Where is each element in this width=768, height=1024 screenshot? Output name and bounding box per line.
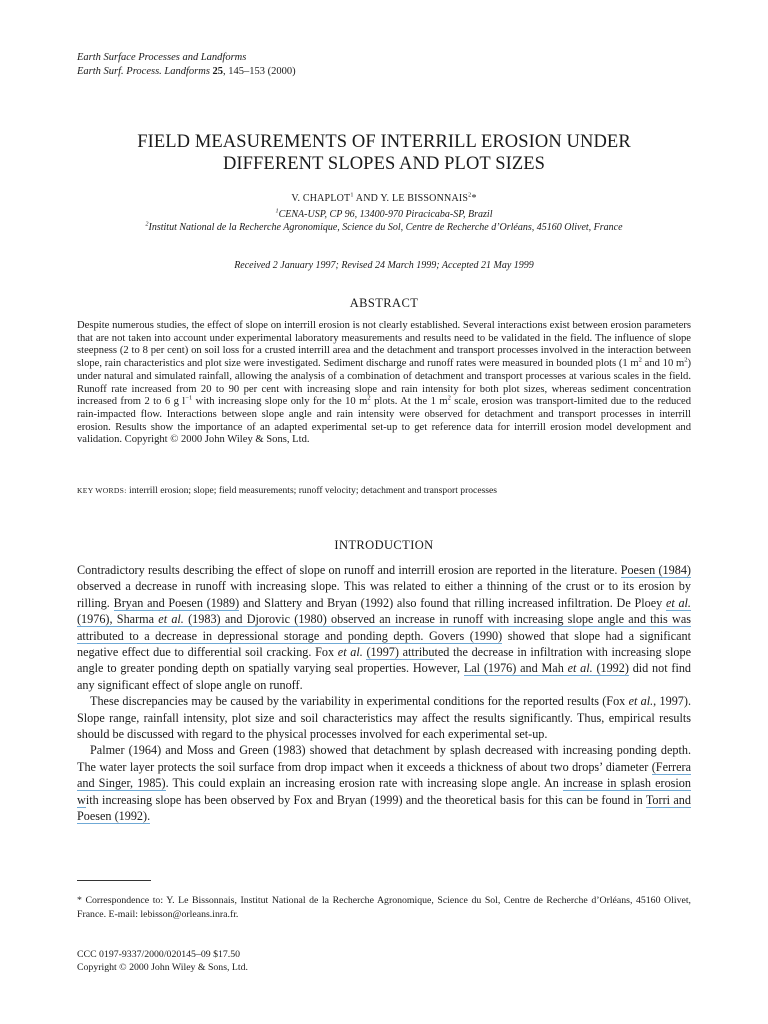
intro-paragraph-3 [77,742,691,824]
citation-volume: 25 [212,66,224,77]
abstract-part: ) under natural and simulated rainfall, allowing the analysis of a combination of detachment and transport processes at various scales in the field. Runoff rate increased from 20 to 90 per cent with increasing slope and rain intensity for both plot sizes, whereas sediment concentration increased from 2 to 6 g l [77,358,692,408]
abstract-superscript: 2 [684,356,688,364]
title-line-2: DIFFERENT SLOPES AND PLOT SIZES [222,154,546,174]
affiliation-1-text: CENA-USP, CP 96, 13400-970 Piracicaba-SP, Brazil [278,209,493,220]
footnote-rule [77,880,151,881]
author-connector: AND [353,193,381,204]
author-2: Y. LE BISSONNAIS [380,193,469,204]
text-run: observed a decrease in runoff with increasing slope. This was related to either a thinning of the crust or to its erosion by rilling. [77,579,691,610]
citation-prefix: Earth Surf. Process. Landforms [77,66,210,77]
abstract-part: scale, erosion was transport-limited due to the reduced rain-impacted flow. Interactions between slope angle and rain intensity were observed for detachment and transport processes in interrill erosion. Results show the importance of an adapted experimental set-up to get reference data for interrill erosion model development and validation. Copyright © 2000 John Wiley & Sons, Ltd. [77,396,692,446]
citation-link[interactable]: Torri and Poesen (1992). [77,792,691,824]
abstract-superscript: 2 [447,394,451,402]
keywords [77,485,691,496]
abstract-superscript: 2 [367,394,371,402]
text-run: ith increasing slope has been observed by Fox and Bryan (1999) and the theoretical basis for this can be found in [85,792,646,807]
abstract-superscript: −1 [185,394,193,402]
text-run: (1983) and Djorovic (1980) observed an increase in runoff with increasing slope angle and this was attributed to a decrease in depressional storage and ponding depth. [77,612,691,643]
text-run: showed that slope had a significant negative effect due to differential soil cracking. Fox [77,628,691,660]
citation-link[interactable]: Govers (1990) [428,628,503,643]
text-run: et al. [567,661,593,676]
text-run: ted the decrease in infiltration with increasing slope angle to greater ponding depth on spatially varying seal properties. However, [77,645,691,676]
text-run: (1976), Sharma [77,612,159,627]
affiliation-2-text: Institut National de la Recherche Agronomique, Science du Sol, Centre de Recherche d’Orléans, 45160 Olivet, France [148,222,623,233]
abstract-part: plots. At the 1 m [370,396,448,408]
text-run: (1992) [592,661,629,676]
affiliation-2-mark: 2 [145,220,149,228]
text-run: Palmer (1964) and Moss and Green (1983) showed that detachment by splash decreased with increasing ponding depth. The water layer protects the soil surface from drop impact when it exceeds a thickness of about two drops’ diameter [77,743,691,774]
text-run: . This could explain an increasing erosion rate with increasing slope angle. An [165,776,563,791]
author-1-affil-mark: 1 [350,191,354,199]
citation-link[interactable]: (1997) attribu [366,645,435,660]
text-run: et al. [665,595,691,610]
abstract-part: with increasing slope only for the 10 m [192,396,368,408]
journal-name: Earth Surface Processes and Landforms [77,52,247,63]
journal-header [77,51,296,79]
journal-citation [77,65,296,79]
citation-link[interactable]: Poesen (1984) [620,563,691,577]
keywords-text: interrill erosion; slope; field measurements; runoff velocity; detachment and transport processes [126,485,498,496]
abstract-heading: ABSTRACT [349,296,419,310]
author-2-affil-mark: 2 [468,191,472,199]
text-run: et al. [628,694,654,709]
ccc-code: CCC 0197-9337/2000/020145–09 $17.50 [77,949,241,960]
correspondence-mark: * [471,193,477,204]
citation-pages: , 145–153 (2000) [223,66,296,77]
text-run: and Slattery and Bryan (1992) also found that rilling increased infiltration. De Ploey [239,595,666,610]
text-run: These discrepancies may be caused by the variability in experimental conditions for the reported results (Fox [90,694,629,709]
intro-paragraph-1 [77,562,691,693]
copyright-block [77,948,248,974]
citation-link[interactable] [464,661,629,676]
paper-title [60,131,708,175]
correspondence-footnote: * Correspondence to: Y. Le Bissonnais, Institut National de la Recherche Agronomique, Science du Sol, Centre de Recherche d’Orléans, 45160 Olivet, France. E-mail: lebisson@orleans.inra.fr. [77,895,691,920]
affiliation-1 [60,208,708,221]
text-run: et al. [158,612,184,627]
author-list [60,192,708,205]
citation-link[interactable]: Bryan and Poesen (1989) [113,595,240,610]
citation-link[interactable]: (Ferrera and Singer, 1985) [77,759,691,791]
copyright-line: Copyright © 2000 John Wiley & Sons, Ltd. [77,962,248,973]
text-run: Lal (1976) and Mah [463,661,568,676]
intro-paragraph-2 [77,693,691,742]
text-run: did not find any significant effect of slope angle on runoff. [77,661,692,692]
affiliation-1-mark: 1 [275,207,279,215]
affiliation-2 [60,221,708,234]
text-run: et al. [337,645,363,660]
introduction-body [77,562,691,825]
received-dates: Received 2 January 1997; Revised 24 March 1999; Accepted 21 May 1999 [234,260,534,271]
text-run: Contradictory results describing the effect of slope on runoff and interrill erosion are reported in the literature. [77,563,621,577]
abstract-part: Despite numerous studies, the effect of slope on interrill erosion is not clearly established. Several interactions exist between erosion parameters that are not taken into account under experimental laboratory measurements and results need to be validated in the field. The influence of slope steepness (2 to 8 per cent) on soil loss for a crusted interrill area and the detachment and transport processes involved in the interaction between slope, rain characteristics and plot size were investigated. Sediment discharge and runoff rates were measured in bounded plots (1 m [77,320,691,370]
introduction-heading: INTRODUCTION [334,538,434,552]
keywords-label: KEY WORDS: [77,486,127,495]
author-1: V. CHAPLOT [291,193,351,204]
abstract-text [77,320,691,447]
text-run: , 1997). Slope range, rainfall intensity, plot size and soil characteristics may affect the results significantly. Thus, empirical results should be discussed with regard to the physical processes involved for each experimental set-up. [77,694,691,742]
title-line-1: FIELD MEASUREMENTS OF INTERRILL EROSION UNDER [137,132,631,152]
citation-link[interactable]: increase in splash erosion w [77,776,691,807]
abstract-superscript: 2 [638,356,642,364]
abstract-part: and 10 m [641,358,685,370]
